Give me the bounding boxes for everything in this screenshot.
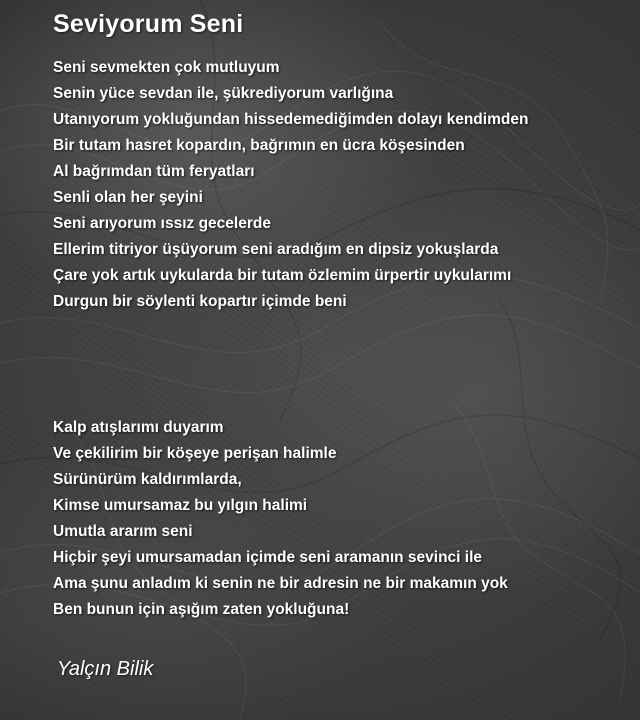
poem-line: Sürünürüm kaldırımlarda, <box>53 471 242 488</box>
stanza-1 <box>53 55 528 315</box>
poem-line: Ama şunu anladım ki senin ne bir adresin ne bir makamın yok <box>53 575 508 592</box>
poem-line: Seni sevmekten çok mutluyum <box>53 59 280 76</box>
poem-line: Bir tutam hasret kopardın, bağrımın en ücra köşesinden <box>53 137 465 154</box>
poem-line: Al bağrımdan tüm feryatları <box>53 163 255 180</box>
poem-line: Hiçbir şeyi umursamadan içimde seni aramanın sevinci ile <box>53 549 483 566</box>
poem-line: Durgun bir söylenti kopartır içimde beni <box>53 293 347 310</box>
poem-title: Seviyorum Seni <box>53 10 244 38</box>
poem-line: Çare yok artık uykularda bir tutam özlemim ürpertir uykularımı <box>53 267 512 284</box>
poem-author: Yalçın Bilik <box>57 658 154 680</box>
poem-line: Ben bunun için aşığım zaten yokluğuna! <box>53 601 350 618</box>
poem-line: Ellerim titriyor üşüyorum seni aradığım en dipsiz yokuşlarda <box>53 241 499 258</box>
poem-line: Kalp atışlarımı duyarım <box>53 419 224 436</box>
poem-line: Utanıyorum yokluğundan hissedemediğimden dolayı kendimden <box>53 111 529 128</box>
poem-line: Umutla ararım seni <box>53 523 193 540</box>
poem-line: Kimse umursamaz bu yılgın halimi <box>53 497 308 514</box>
stanza-2 <box>53 415 508 623</box>
poem-line: Senli olan her şeyini <box>53 189 203 206</box>
poem-line: Senin yüce sevdan ile, şükrediyorum varlığına <box>53 85 394 102</box>
poem-line: Ve çekilirim bir köşeye perişan halimle <box>53 445 337 462</box>
poem-line: Seni arıyorum ıssız gecelerde <box>53 215 271 232</box>
